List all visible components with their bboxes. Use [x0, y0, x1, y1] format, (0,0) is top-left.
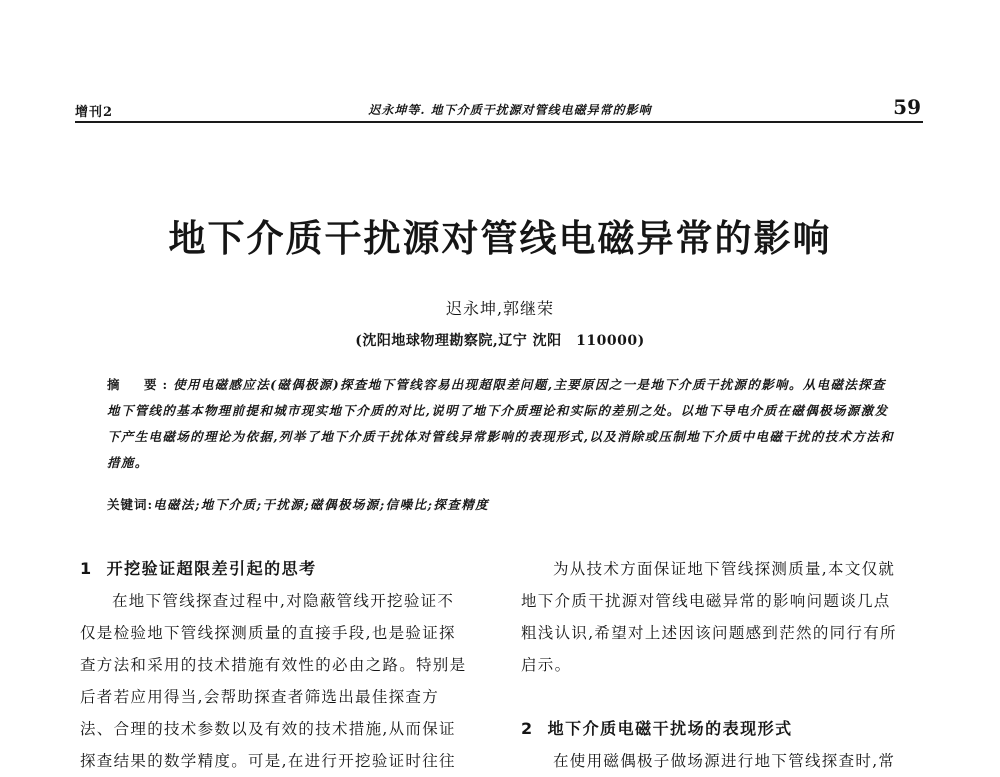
body-line: 启示。: [521, 656, 572, 674]
keywords-text: 电磁法;地下介质;干扰源;磁偶极场源;信噪比;探查精度: [153, 497, 489, 512]
article-authors: 迟永坤,郭继荣: [445, 299, 555, 318]
body-line: 仅是检验地下管线探测质量的直接手段,也是验证探: [80, 624, 456, 642]
running-citation: 迟永坤等. 地下介质干扰源对管线电磁异常的影响: [368, 103, 652, 117]
body-line: 地下介质干扰源对管线电磁异常的影响问题谈几点: [521, 592, 891, 610]
header-rule: [75, 121, 923, 123]
section-2-number: 2: [521, 719, 534, 738]
body-line: 探查结果的数学精度。可是,在进行开挖验证时往往: [80, 752, 456, 770]
section-1-number: 1: [80, 559, 93, 578]
running-header: [75, 93, 923, 123]
article-title: 地下介质干扰源对管线电磁异常的影响: [168, 216, 832, 260]
body-line: 法、合理的技术参数以及有效的技术措施,从而保证: [80, 720, 456, 738]
body-line: 查方法和采用的技术措施有效性的必由之路。特别是: [80, 656, 467, 674]
section-2-heading: [521, 713, 931, 745]
body-line: 粗浅认识,希望对上述因该问题感到茫然的同行有所: [521, 624, 897, 642]
abstract: [107, 372, 897, 476]
body-line: 在地下管线探查过程中,对隐蔽管线开挖验证不: [112, 592, 455, 610]
abstract-label: 摘 要:: [107, 377, 174, 392]
section-1-heading: [80, 553, 492, 585]
keywords-label: 关键词:: [107, 497, 154, 512]
keywords: [107, 495, 897, 513]
body-line: 后者若应用得当,会帮助探查者筛选出最佳探查方: [80, 688, 440, 706]
abstract-text: 使用电磁感应法(磁偶极源)探查地下管线容易出现超限差问题,主要原因之一是地下介质干扰源的影响。从电磁法探查地下管线的基本物理前提和城市现实地下介质的对比,说明了地下介质理论和实际的差别之处。以地下导电介质在磁偶极场源激发下产生电磁场的理论为依据,列举了地下介质干扰体对管线异常影响的表现形式,以及消除或压制地下介质中电磁干扰的技术方法和措施。: [107, 377, 895, 470]
right-column: [521, 553, 931, 777]
section-2-title: 地下介质电磁干扰场的表现形式: [547, 719, 793, 738]
body-line: 在使用磁偶极子做场源进行地下管线探查时,常: [553, 752, 896, 770]
body-line: 为从技术方面保证地下管线探测质量,本文仅就: [553, 560, 896, 578]
article-affiliation: (沈阳地球物理勘察院,辽宁 沈阳 110000): [355, 333, 645, 349]
paragraph-gap: [521, 681, 931, 713]
section-1-title: 开挖验证超限差引起的思考: [106, 559, 317, 578]
page-number: 59: [893, 95, 921, 119]
left-column: [80, 553, 492, 777]
journal-issue: 增刊2: [75, 105, 114, 120]
